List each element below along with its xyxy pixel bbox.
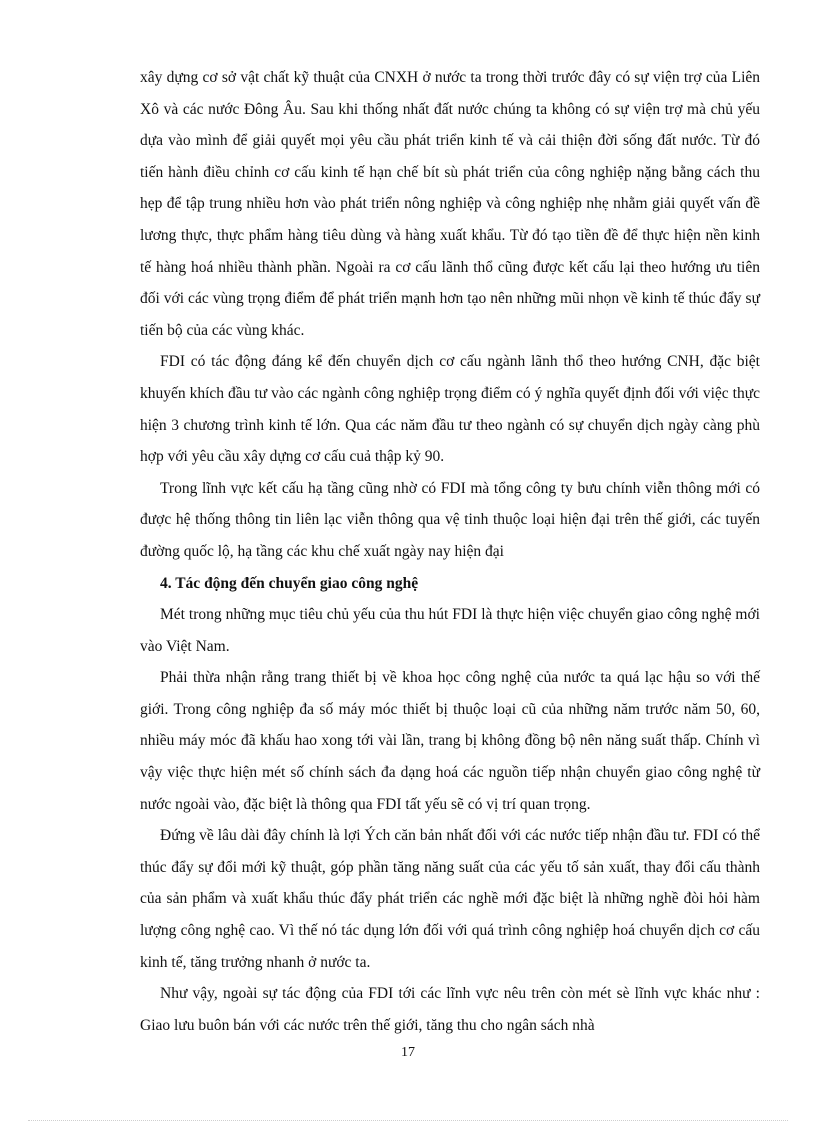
page-number: 17 [401, 1045, 415, 1060]
page-bottom-divider [28, 1120, 788, 1121]
section-heading: 4. Tác động đến chuyển giao công nghệ [160, 574, 419, 592]
paragraph-outdated-equipment: Phải thừa nhận rằng trang thiết bị về khoa học công nghệ của nước ta quá lạc hậu so với thế giới. Trong công nghiệp đa số máy móc thiết bị thuộc loại cũ của những năm trước năm 50, 60, nhiều máy móc đã khấu hao xong tới vài lần, trang bị không đồng bộ nên năng suất thấp. Chính vì vậy việc thực hiện mét số chính sách đa dạng hoá các nguồn tiếp nhận chuyển giao công nghệ từ nước ngoài vào, đặc biệt là thông qua FDI tất yếu sẽ có vị trí quan trọng. [140, 669, 760, 813]
paragraph-economic-structure: xây dựng cơ sở vật chất kỹ thuật của CNXH ở nước ta trong thời trước đây có sự viện trợ của Liên Xô và các nước Đông Âu. Sau khi thống nhất đất nước chúng ta không có sự viện trợ mà chủ yếu dựa vào mình để giải quyết mọi yêu cầu phát triển kinh tế và cải thiện đời sống đất nước. Từ đó tiến hành điều chỉnh cơ cấu kinh tế hạn chế bít sù phát triển của công nghiệp nặng bằng cách thu hẹp để tập trung nhiều hơn vào phát triển nông nghiệp và công nghiệp nhẹ nhằm giải quyết vấn đề lương thực, thực phẩm hàng tiêu dùng và hàng xuất khẩu. Từ đó tạo tiền đề để thực hiện nền kinh tế hàng hoá nhiều thành phần. Ngoài ra cơ cấu lãnh thổ cũng được kết cấu lại theo hướng ưu tiên đối với các vùng trọng điểm để phát triển mạnh hơn tạo nên những mũi nhọn về kinh tế thúc đẩy sự tiến bộ của các vùng khác. [140, 69, 760, 339]
paragraph-long-term-benefit: Đứng về lâu dài đây chính là lợi Ých căn bản nhất đối với các nước tiếp nhận đầu tư. FDI có thể thúc đẩy sự đổi mới kỹ thuật, góp phần tăng năng suất của các yếu tố sản xuất, thay đổi cấu thành của sản phẩm và xuất khẩu thúc đẩy phát triển các nghề mới đặc biệt là những nghề đòi hỏi hàm lượng công nghệ cao. Vì thế nó tác dụng lớn đối với quá trình công nghiệp hoá chuyển dịch cơ cấu kinh tế, tăng trưởng nhanh ở nước ta. [140, 827, 760, 971]
paragraph-other-areas: Như vậy, ngoài sự tác động của FDI tới các lĩnh vực nêu trên còn mét sè lĩnh vực khác như : Giao lưu buôn bán với các nước trên thế giới, tăng thu cho ngân sách nhà [140, 985, 760, 1034]
document-page [140, 62, 760, 1041]
paragraph-fdi-sector-shift: FDI có tác động đáng kể đến chuyển dịch cơ cấu ngành lãnh thổ theo hướng CNH, đặc biệt khuyến khích đầu tư vào các ngành công nghiệp trọng điểm có ý nghĩa quyết định đối với việc thực hiện 3 chương trình kinh tế lớn. Qua các năm đầu tư theo ngành có sự chuyển dịch ngày càng phù hợp với yêu cầu xây dựng cơ cấu cuả thập kỷ 90. [140, 353, 760, 466]
paragraph-infrastructure: Trong lĩnh vực kết cấu hạ tầng cũng nhờ có FDI mà tổng công ty bưu chính viễn thông mới có được hệ thống thông tin liên lạc viễn thông qua vệ tinh thuộc loại hiện đại trên thế giới, các tuyến đường quốc lộ, hạ tầng các khu chế xuất ngày nay hiện đại [140, 479, 760, 560]
paragraph-tech-transfer-goal: Mét trong những mục tiêu chủ yếu của thu hút FDI là thực hiện việc chuyển giao công nghệ mới vào Việt Nam. [140, 606, 760, 655]
